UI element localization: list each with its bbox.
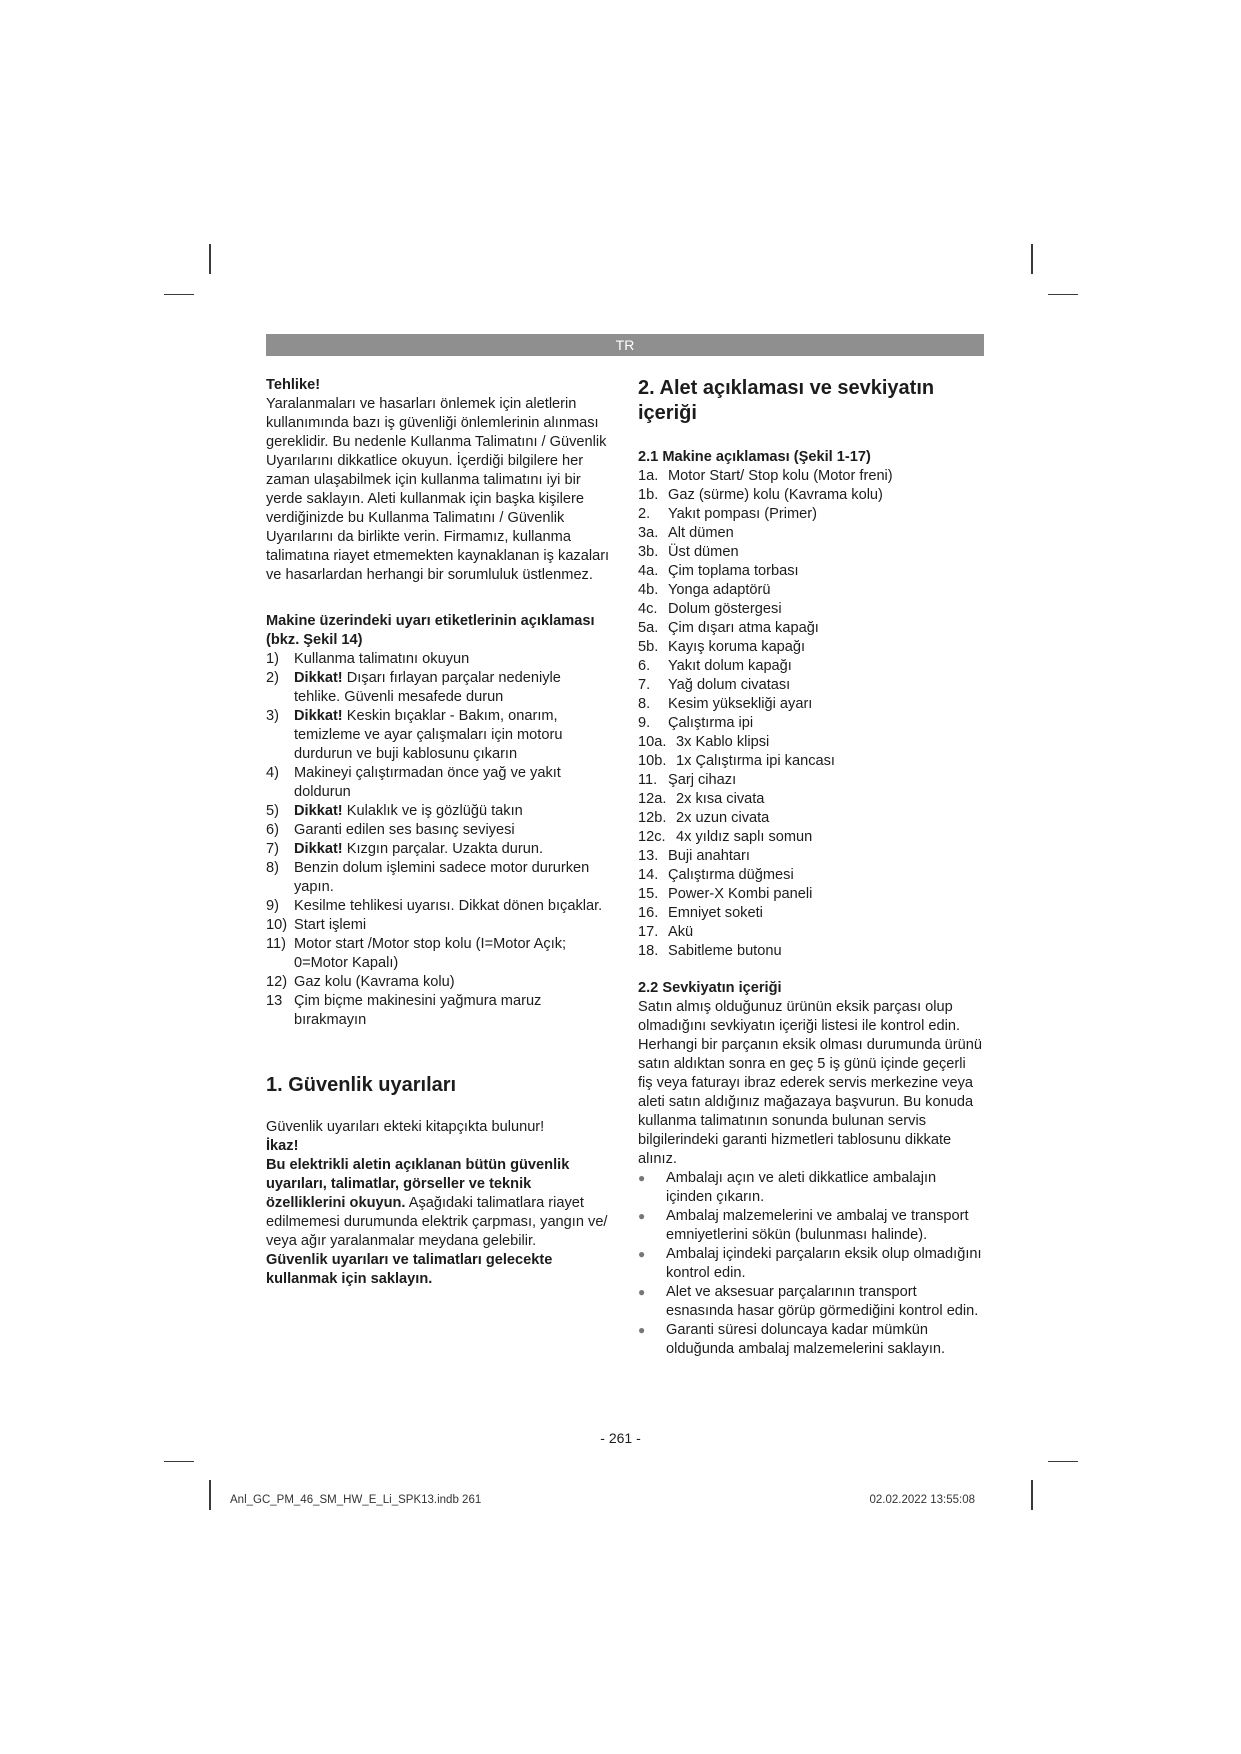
warning-label-item bbox=[266, 859, 611, 897]
crop-mark-bottom-left-horizontal bbox=[164, 1461, 194, 1462]
warning-label-number: 12) bbox=[266, 974, 288, 990]
unpacking-bullet-text: Ambalajı açın ve aleti dikkatlice ambalajın içinden çıkarın. bbox=[666, 1170, 937, 1205]
machine-part-name: Buji anahtarı bbox=[668, 848, 750, 864]
machine-part-item bbox=[638, 866, 983, 885]
warning-label-item bbox=[266, 935, 611, 973]
warning-label-text bbox=[294, 935, 611, 973]
machine-part-item bbox=[638, 524, 983, 543]
machine-part-item bbox=[638, 543, 983, 562]
machine-part-name: Yonga adaptörü bbox=[668, 582, 771, 598]
machine-part-item bbox=[638, 600, 983, 619]
machine-part-name: Dolum göstergesi bbox=[668, 601, 782, 617]
warning-label-text bbox=[294, 707, 611, 764]
warning-label-number: 8) bbox=[266, 860, 279, 876]
crop-mark-top-right-horizontal bbox=[1048, 294, 1078, 295]
warning-label-emphasis: Dikkat! bbox=[294, 841, 343, 857]
delivery-contents-paragraph: Satın almış olduğunuz ürünün eksik parçası olup olmadığını sevkiyatın içeriği listesi ile kontrol edin. Herhangi bir parçanın eksik olması durumunda ürünü satın aldıktan sonra en geç 5 iş günü içinde geçerli fiş veya faturayı ibraz ederek servis merkezine veya aleti satın aldığınız mağazaya başvurun. Bu konuda kullanma talimatının sonunda bulunan servis bilgilerindeki garanti hizmetleri tablosunu dikkate alınız. bbox=[638, 999, 982, 1167]
machine-part-number: 7. bbox=[638, 677, 651, 693]
right-column bbox=[638, 376, 983, 1359]
machine-part-item bbox=[638, 562, 983, 581]
warning-label-text bbox=[294, 916, 611, 935]
machine-part-name: Çalıştırma ipi bbox=[668, 715, 754, 731]
section-1-title: 1. Güvenlik uyarıları bbox=[266, 1074, 457, 1096]
warning-label-text bbox=[294, 859, 611, 897]
unpacking-bullet-text: Alet ve aksesuar parçalarının transport esnasında hasar görüp görmediğini kontrol edin. bbox=[666, 1284, 979, 1319]
warning-label-text bbox=[294, 840, 611, 859]
machine-part-item bbox=[638, 581, 983, 600]
machine-part-number: 12a. bbox=[638, 791, 667, 807]
warning-label-number: 9) bbox=[266, 898, 279, 914]
machine-part-item bbox=[638, 505, 983, 524]
unpacking-bullet-text: Garanti süresi doluncaya kadar mümkün olduğunda ambalaj malzemelerini saklayın. bbox=[666, 1322, 946, 1357]
danger-paragraph: Yaralanmaları ve hasarları önlemek için aletlerin kullanımında bazı iş güvenliği önlemlerinin alınması gereklidir. Bu nedenle Kullanma Talimatını / Güvenlik Uyarılarını dikkatlice okuyun. İçerdiği bilgilere her zaman ulaşabilmek için kullanma talimatını iyi bir yerde saklayın. Aleti kullanmak için başka kişilere verdiğinizde bu Kullanma Talimatını / Güvenlik Uyarılarını da birlikte verin. Firmamız, kullanma talimatına riayet etmemekten kaynaklanan iş kazaları ve hasarlardan herhangi bir sorumluluk üstlenmez. bbox=[266, 396, 610, 583]
warning-text: Aşağıdaki talimatlara riayet edilmemesi durumunda elektrik çarpması, yangın ve/ veya ağır yaralanmalar meydana gelebilir. bbox=[266, 1195, 608, 1249]
machine-part-number: 10b. bbox=[638, 753, 667, 769]
machine-part-item bbox=[638, 790, 983, 809]
unpacking-bullet-item bbox=[638, 1283, 983, 1321]
machine-part-number: 8. bbox=[638, 696, 651, 712]
warning-label-item bbox=[266, 707, 611, 764]
unpacking-bullet-item bbox=[638, 1245, 983, 1283]
warning-label-description: Kulaklık ve iş gözlüğü takın bbox=[346, 803, 523, 819]
bullet-icon: ● bbox=[638, 1285, 646, 1299]
warning-label-item bbox=[266, 897, 611, 916]
warning-title: İkaz! bbox=[266, 1138, 299, 1154]
machine-part-item bbox=[638, 828, 983, 847]
warning-label-number: 7) bbox=[266, 841, 279, 857]
warning-label-description: Makineyi çalıştırmadan önce yağ ve yakıt doldurun bbox=[294, 765, 561, 800]
machine-part-name: Power-X Kombi paneli bbox=[668, 886, 813, 902]
machine-part-number: 4a. bbox=[638, 563, 659, 579]
warning-label-description: Benzin dolum işlemini sadece motor dururken yapın. bbox=[294, 860, 590, 895]
warning-label-emphasis: Dikkat! bbox=[294, 708, 343, 724]
warning-label-description: Kullanma talimatını okuyun bbox=[294, 651, 470, 667]
unpacking-bullet-text: Ambalaj içindeki parçaların eksik olup olmadığını kontrol edin. bbox=[666, 1246, 982, 1281]
machine-part-number: 12b. bbox=[638, 810, 667, 826]
machine-part-item bbox=[638, 923, 983, 942]
warning-label-emphasis: Dikkat! bbox=[294, 803, 343, 819]
page-number: - 261 - bbox=[600, 1430, 641, 1446]
machine-part-name: 4x yıldız saplı somun bbox=[676, 829, 813, 845]
machine-part-item bbox=[638, 904, 983, 923]
machine-part-number: 3b. bbox=[638, 544, 659, 560]
warning-label-item bbox=[266, 916, 611, 935]
warning-label-number: 1) bbox=[266, 651, 279, 667]
unpacking-bullet-item bbox=[638, 1207, 983, 1245]
warning-label-item bbox=[266, 992, 611, 1030]
machine-part-number: 2. bbox=[638, 506, 651, 522]
machine-part-name: Motor Start/ Stop kolu (Motor freni) bbox=[668, 468, 893, 484]
warning-label-number: 3) bbox=[266, 708, 279, 724]
machine-part-number: 9. bbox=[638, 715, 651, 731]
warning-label-number: 2) bbox=[266, 670, 279, 686]
warning-label-item bbox=[266, 669, 611, 707]
warning-label-item bbox=[266, 802, 611, 821]
warning-label-item bbox=[266, 650, 611, 669]
warning-label-text bbox=[294, 973, 611, 992]
unpacking-bullet-list bbox=[638, 1169, 983, 1359]
machine-part-number: 12c. bbox=[638, 829, 666, 845]
machine-part-name: Şarj cihazı bbox=[668, 772, 737, 788]
warning-label-number: 6) bbox=[266, 822, 279, 838]
language-tag: TR bbox=[615, 337, 635, 353]
machine-part-item bbox=[638, 771, 983, 790]
warning-label-number: 4) bbox=[266, 765, 279, 781]
danger-title: Tehlike! bbox=[266, 377, 321, 393]
machine-part-item bbox=[638, 942, 983, 961]
machine-part-item bbox=[638, 885, 983, 904]
machine-part-name: Alt dümen bbox=[668, 525, 734, 541]
warning-label-description: Çim biçme makinesini yağmura maruz bırakmayın bbox=[294, 993, 542, 1028]
language-header-bar bbox=[266, 334, 984, 356]
warning-label-text bbox=[294, 821, 611, 840]
machine-part-number: 5b. bbox=[638, 639, 659, 655]
bullet-icon: ● bbox=[638, 1171, 646, 1185]
machine-part-name: 3x Kablo klipsi bbox=[676, 734, 770, 750]
warning-label-item bbox=[266, 764, 611, 802]
warning-label-number: 13 bbox=[266, 993, 283, 1009]
warning-label-number: 10) bbox=[266, 917, 288, 933]
machine-part-number: 16. bbox=[638, 905, 659, 921]
machine-part-name: Kayış koruma kapağı bbox=[668, 639, 806, 655]
warning-label-description: Keskin bıçaklar - Bakım, onarım, temizleme ve ayar çalışmaları için motoru durdurun ve buji kablosunu çıkarın bbox=[294, 708, 563, 762]
section-1-intro: Güvenlik uyarıları ekteki kitapçıkta bulunur! bbox=[266, 1119, 545, 1135]
warning-label-item bbox=[266, 821, 611, 840]
machine-part-number: 6. bbox=[638, 658, 651, 674]
warning-label-text bbox=[294, 802, 611, 821]
machine-part-item bbox=[638, 714, 983, 733]
warning-label-text bbox=[294, 764, 611, 802]
machine-part-number: 4b. bbox=[638, 582, 659, 598]
machine-part-name: Üst dümen bbox=[668, 544, 739, 560]
warning-labels-list bbox=[266, 650, 611, 1030]
machine-part-item bbox=[638, 619, 983, 638]
warning-label-item bbox=[266, 973, 611, 992]
machine-part-item bbox=[638, 676, 983, 695]
warning-label-text bbox=[294, 897, 611, 916]
machine-part-number: 13. bbox=[638, 848, 659, 864]
machine-parts-list bbox=[638, 467, 983, 961]
crop-mark-top-right-vertical bbox=[1031, 244, 1033, 274]
machine-part-number: 5a. bbox=[638, 620, 659, 636]
machine-part-name: Yakıt pompası (Primer) bbox=[668, 506, 817, 522]
machine-part-number: 15. bbox=[638, 886, 659, 902]
bullet-icon: ● bbox=[638, 1209, 646, 1223]
machine-part-name: Kesim yüksekliği ayarı bbox=[668, 696, 813, 712]
machine-part-name: Yakıt dolum kapağı bbox=[668, 658, 792, 674]
unpacking-bullet-item bbox=[638, 1321, 983, 1359]
machine-part-item bbox=[638, 638, 983, 657]
machine-part-name: Yağ dolum civatası bbox=[668, 677, 791, 693]
machine-part-item bbox=[638, 467, 983, 486]
warning-labels-title: Makine üzerindeki uyarı etiketlerinin açıklaması (bkz. Şekil 14) bbox=[266, 613, 595, 648]
crop-mark-bottom-right-horizontal bbox=[1048, 1461, 1078, 1462]
warning-bold-text: Bu elektrikli aletin açıklanan bütün güvenlik uyarıları, talimatlar, görseller ve teknik özelliklerini okuyun. bbox=[266, 1157, 570, 1211]
machine-part-name: Emniyet soketi bbox=[668, 905, 763, 921]
warning-label-description: Motor start /Motor stop kolu (I=Motor Açık; 0=Motor Kapalı) bbox=[294, 936, 567, 971]
warning-label-description: Kızgın parçalar. Uzakta durun. bbox=[346, 841, 544, 857]
machine-part-name: 2x uzun civata bbox=[676, 810, 770, 826]
crop-mark-bottom-left-vertical bbox=[209, 1480, 211, 1510]
warning-label-number: 11) bbox=[266, 936, 287, 952]
warning-label-text bbox=[294, 992, 611, 1030]
machine-part-name: Çalıştırma düğmesi bbox=[668, 867, 794, 883]
footer-timestamp: 02.02.2022 13:55:08 bbox=[869, 1494, 975, 1506]
machine-part-number: 11. bbox=[638, 772, 658, 788]
left-column bbox=[266, 376, 611, 1289]
bullet-icon: ● bbox=[638, 1247, 646, 1261]
machine-part-number: 4c. bbox=[638, 601, 658, 617]
machine-part-name: 2x kısa civata bbox=[676, 791, 765, 807]
crop-mark-top-left-vertical bbox=[209, 244, 211, 274]
machine-part-name: 1x Çalıştırma ipi kancası bbox=[676, 753, 835, 769]
warning-label-description: Dışarı fırlayan parçalar nedeniyle tehlike. Güvenli mesafede durun bbox=[294, 670, 561, 705]
machine-part-name: Akü bbox=[668, 924, 694, 940]
warning-label-description: Gaz kolu (Kavrama kolu) bbox=[294, 974, 455, 990]
subsection-2-1-title: 2.1 Makine açıklaması (Şekil 1-17) bbox=[638, 449, 871, 465]
machine-part-item bbox=[638, 486, 983, 505]
machine-part-item bbox=[638, 733, 983, 752]
machine-part-number: 17. bbox=[638, 924, 659, 940]
warning-label-description: Start işlemi bbox=[294, 917, 367, 933]
machine-part-number: 1b. bbox=[638, 487, 659, 503]
subsection-2-2-title: 2.2 Sevkiyatın içeriği bbox=[638, 980, 782, 996]
machine-part-number: 1a. bbox=[638, 468, 659, 484]
warning-label-item bbox=[266, 840, 611, 859]
warning-label-description: Kesilme tehlikesi uyarısı. Dikkat dönen bıçaklar. bbox=[294, 898, 603, 914]
machine-part-name: Gaz (sürme) kolu (Kavrama kolu) bbox=[668, 487, 883, 503]
machine-part-number: 3a. bbox=[638, 525, 659, 541]
unpacking-bullet-text: Ambalaj malzemelerini ve ambalaj ve transport emniyetlerini sökün (bulunması halinde). bbox=[666, 1208, 969, 1243]
machine-part-name: Çim toplama torbası bbox=[668, 563, 799, 579]
warning-label-number: 5) bbox=[266, 803, 279, 819]
warning-label-description: Garanti edilen ses basınç seviyesi bbox=[294, 822, 515, 838]
unpacking-bullet-item bbox=[638, 1169, 983, 1207]
footer-file-info: Anl_GC_PM_46_SM_HW_E_Li_SPK13.indb 261 bbox=[230, 1494, 482, 1506]
machine-part-item bbox=[638, 752, 983, 771]
crop-mark-top-left-horizontal bbox=[164, 294, 194, 295]
warning-label-text bbox=[294, 650, 611, 669]
machine-part-item bbox=[638, 847, 983, 866]
bullet-icon: ● bbox=[638, 1323, 646, 1337]
section-2-title: 2. Alet açıklaması ve sevkiyatın içeriği bbox=[638, 377, 935, 424]
warning-label-text bbox=[294, 669, 611, 707]
warning-keep-text: Güvenlik uyarıları ve talimatları gelecekte kullanmak için saklayın. bbox=[266, 1252, 553, 1287]
machine-part-item bbox=[638, 695, 983, 714]
warning-paragraph bbox=[266, 1156, 611, 1251]
machine-part-item bbox=[638, 809, 983, 828]
machine-part-number: 18. bbox=[638, 943, 659, 959]
machine-part-name: Çim dışarı atma kapağı bbox=[668, 620, 819, 636]
machine-part-name: Sabitleme butonu bbox=[668, 943, 782, 959]
crop-mark-bottom-right-vertical bbox=[1031, 1480, 1033, 1510]
machine-part-number: 10a. bbox=[638, 734, 667, 750]
machine-part-item bbox=[638, 657, 983, 676]
warning-label-emphasis: Dikkat! bbox=[294, 670, 343, 686]
machine-part-number: 14. bbox=[638, 867, 659, 883]
